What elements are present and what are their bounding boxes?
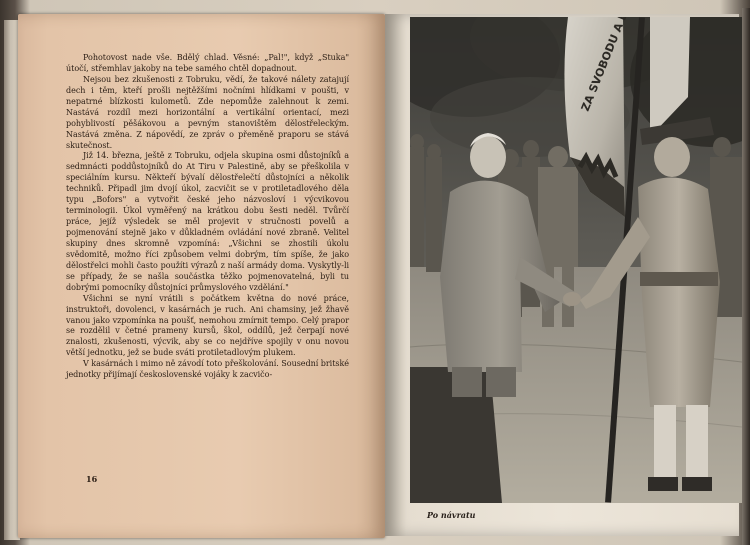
paragraph: Nejsou bez zkušenosti z Tobruku, vědí, že takové nálety zatajují dech i těm, kteří prošli nejtěžšími nočními hlídkami v poušti, v nepatrné blízkosti kulometů. Zde nepomůže zalehnout k zemi. Nastává rozdíl mezi horizontální a vertikální orientací, mezi pohyblivostí pěšákovou a pevným stanovištěm dělostřeleckým. Nastává změna. Z nápovědí, ze zpráv o přeměně praporu se stává skutečnost. xyxy=(66,74,349,150)
photo-caption: Po návratu xyxy=(427,510,476,520)
page-number: 16 xyxy=(86,474,98,484)
paragraph: V kasárnách i mimo ně závodí toto přeškolování. Sousední britské jednotky přijímají československé vojáky k zacvičo- xyxy=(66,359,349,380)
paragraph: Pohotovost nade vše. Bdělý chlad. Věsné: „Pal!", když „Stuka" útočí, střemhlav jakoby na tebe samého chtěl dopadnout. xyxy=(66,53,349,73)
photo-illustration xyxy=(410,17,742,503)
paragraph: Všichni se nyní vrátili s počátkem května do nové práce, instruktoři, dovolenci, v kasárnách je ruch. Ani chamsiny, jež žhavě vanou jako vzpomínka na poušť, nemohou zmírnit tempo. Celý prapor se rozdělil v četné prameny kursů, škol, oddílů, jež čerpají nové znalosti, zkušenosti, výcvik, aby se co nejdříve spojily v onu novou větší jednotku, jež se bude sváti protiletadlovým plukem. xyxy=(66,293,349,358)
body-text xyxy=(66,53,349,381)
paragraph: Již 14. března, ještě z Tobruku, odjela skupina osmi důstojníků a sedmnácti poddůstojníků do At Tiru v Palestině, aby se přeškolila v speciálním kursu. Někteří bývalí dělostřelečtí důstojníci a několik techniků. Připadl jim dvojí úkol, zacvičit se v protiletadlového děla typu „Bofors" a vytvořit české jeho názvosloví i výcvikovou terminologii. Úkol vyměřený na krátkou dobu šesti neděl. Tvůrčí práce, jejíž výsledek se měl projevit v stručnosti povelů a pojmenování stejně jako v důkladném ovládání nové zbraně. Velitel skupiny dnes skromně vzpomíná: „Všichni se zhostili úkolu svědomitě, možno říci způsobem velmi dobrým, tím spíše, že jako dělostřelci mohli často použíti výrazů z naší armády doma. Vyskytly-li se případy, že se našla součástka těžko pojmenovatelná, byli tu dobrými pomocníky důstojníci průmyslového vzdělání." xyxy=(66,151,349,292)
flag-text: ZA SVOBODU A xyxy=(578,21,627,114)
photograph xyxy=(410,17,742,503)
page-stack-edge-right xyxy=(742,8,750,545)
